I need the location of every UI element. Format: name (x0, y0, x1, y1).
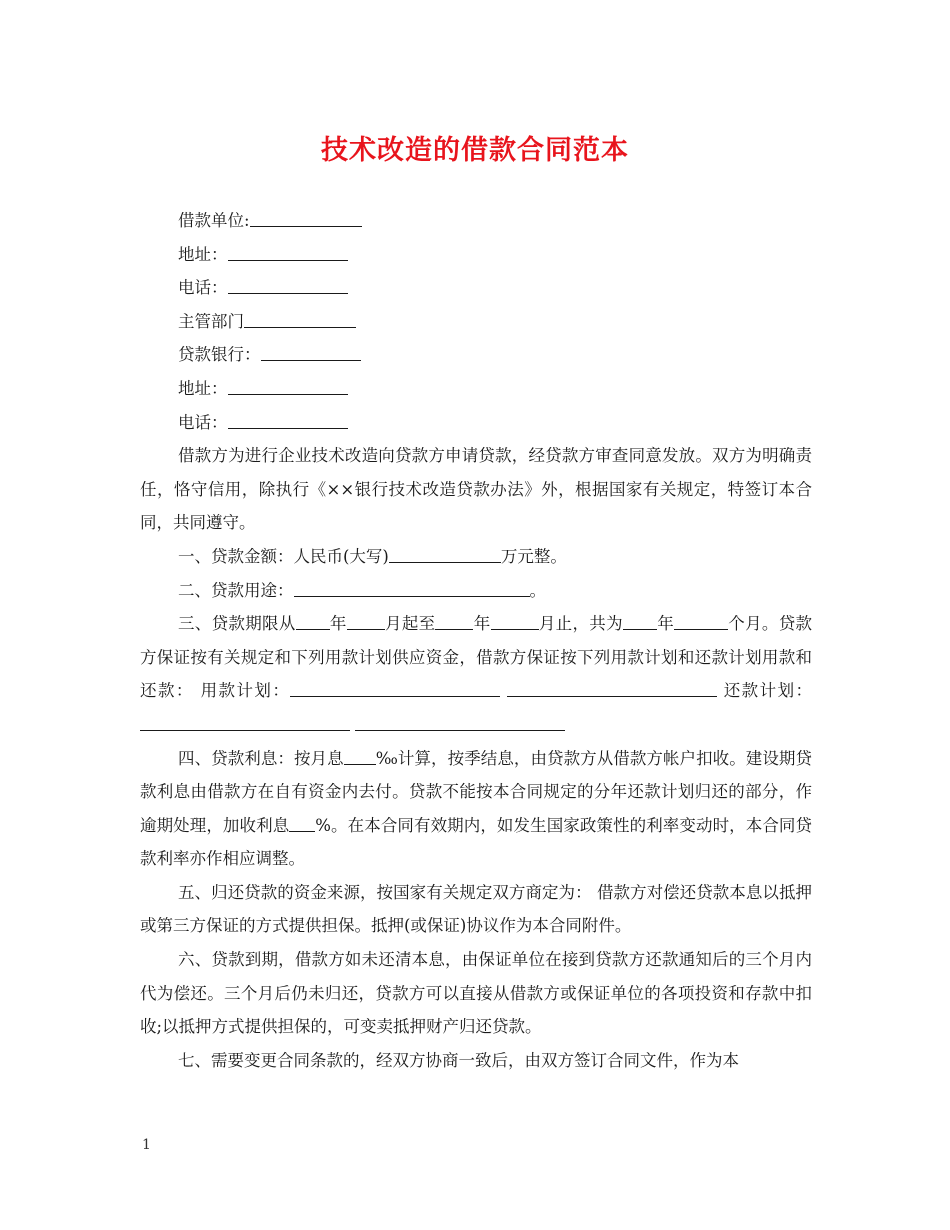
field-bank (140, 338, 812, 372)
clause-5: 五、归还贷款的资金来源，按国家有关规定双方商定为： 借款方对偿还贷款本息以抵押或第三方保证的方式提供担保。抵押(或保证)协议作为本合同附件。 (140, 882, 812, 936)
page-title: 技术改造的借款合同范本 (321, 135, 629, 166)
field-address-2 (140, 372, 812, 406)
contract-body (140, 204, 812, 1077)
clause-text: 用款计划： (200, 681, 291, 701)
blank-line (674, 613, 728, 630)
blank-line (389, 546, 501, 563)
field-label: 贷款银行： (178, 345, 261, 365)
blank-line (344, 748, 376, 765)
blank-line (294, 580, 530, 597)
field-address-1 (140, 238, 812, 272)
blank-line (228, 378, 348, 395)
clause-text: 。 (529, 580, 546, 600)
blank-line (491, 613, 539, 630)
blank-line (250, 210, 362, 227)
clause-text: 万元整。 (500, 546, 567, 566)
blank-line (290, 680, 500, 697)
field-phone-2 (140, 406, 812, 440)
blank-line (355, 714, 565, 731)
clause-text: 月止，共为 (538, 614, 623, 634)
blank-line (623, 613, 657, 630)
clause-text: 四、贷款利息：按月息 (178, 748, 344, 768)
blank-line (228, 244, 348, 261)
field-label: 地址： (178, 244, 228, 264)
field-label: 借款单位: (178, 211, 250, 230)
blank-line (296, 613, 330, 630)
clause-text: 三、贷款期限从 (178, 614, 296, 634)
page-number: 1 (142, 1137, 151, 1153)
clause-text: 年 (473, 614, 491, 634)
field-label: 主管部门 (178, 311, 244, 331)
clause-text: 年 (329, 614, 347, 634)
blank-line (289, 815, 315, 832)
clause-4 (140, 742, 812, 876)
clause-text: 还款计划： (723, 681, 813, 701)
blank-line (228, 412, 348, 429)
blank-line (228, 277, 348, 294)
field-label: 电话： (178, 278, 228, 298)
clause-text: 年 (656, 614, 674, 634)
clause-text: 月起至 (384, 614, 436, 634)
clause-7: 七、需要变更合同条款的，经双方协商一致后，由双方签订合同文件，作为本 (178, 1050, 739, 1070)
clause-2 (140, 574, 812, 608)
field-label: 地址： (178, 378, 228, 398)
intro-paragraph: 借款方为进行企业技术改造向贷款方申请贷款，经贷款方审查同意发放。双方为明确责任，恪守信用，除执行《××银行技术改造贷款办法》外，根据国家有关规定，特签订本合同，共同遵守。 (140, 446, 812, 533)
clause-text: 个月。贷款方保证按有关规定和下列用款计划供应资金，借款方保证按下列用款计划和还款计划用款和还款： (140, 614, 813, 701)
blank-line (244, 311, 356, 328)
clause-1 (140, 540, 812, 574)
blank-line (435, 613, 473, 630)
blank-line (140, 714, 350, 731)
clause-text: ‰计算，按季结息，由贷款方从借款方帐户扣收。建设期贷款利息由借款方在自有资金内去付。贷款不能按本合同规定的分年还款计划归还的部分，作逾期处理，加收利息 (140, 748, 812, 835)
clause-text: 二、贷款用途： (178, 580, 294, 600)
field-label: 电话： (178, 412, 228, 432)
field-phone-1 (140, 271, 812, 305)
blank-line (347, 613, 385, 630)
clause-text: %。在本合同有效期内，如发生国家政策性的利率变动时，本合同贷款利率亦作相应调整。 (140, 815, 813, 869)
clause-3 (140, 607, 812, 741)
field-borrower (140, 204, 812, 238)
field-department (140, 305, 812, 339)
blank-line (507, 680, 717, 697)
clause-6: 六、贷款到期，借款方如未还清本息，由保证单位在接到贷款方还款通知后的三个月内代为偿还。三个月后仍未归还，贷款方可以直接从借款方或保证单位的各项投资和存款中扣收;以抵押方式提供担保的，可变卖抵押财产归还贷款。 (140, 950, 812, 1037)
blank-line (261, 344, 361, 361)
clause-text: 一、贷款金额：人民币(大写) (178, 546, 389, 566)
